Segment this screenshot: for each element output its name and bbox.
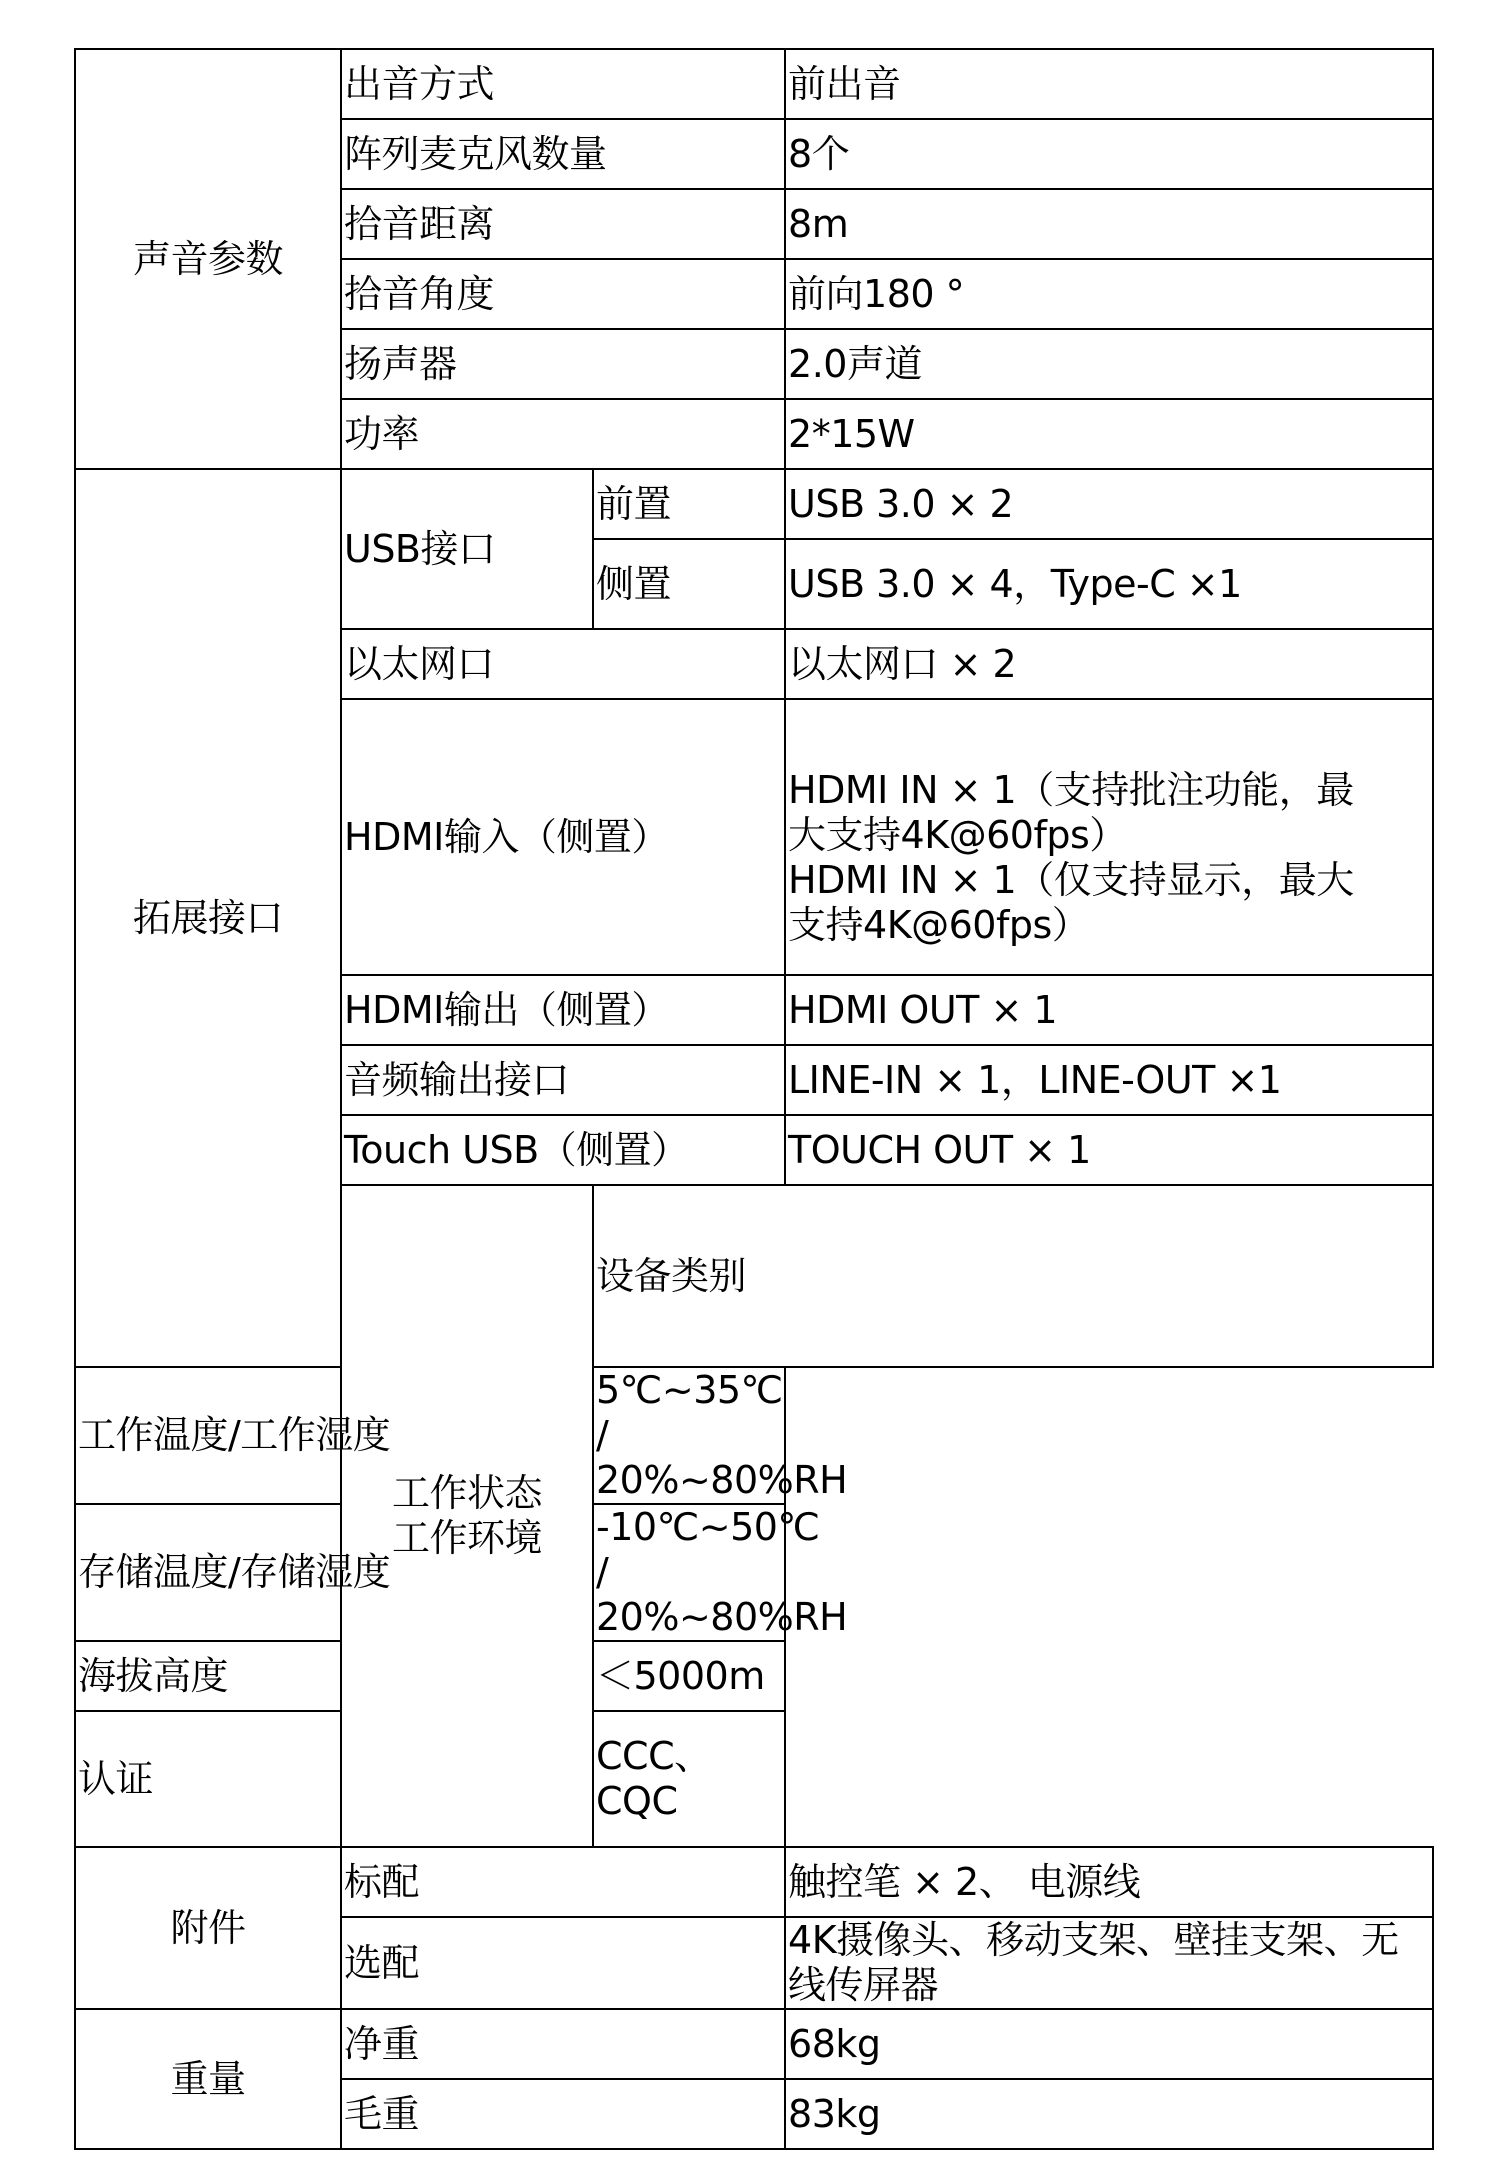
- spec-label: 阵列麦克风数量: [341, 119, 785, 189]
- category-cell: 附件: [75, 1847, 341, 2009]
- category-cell: 重量: [75, 2009, 341, 2149]
- spec-value: 前向180 °: [785, 259, 1433, 329]
- spec-value: 83kg: [785, 2079, 1433, 2149]
- spec-table: [74, 48, 1434, 2150]
- spec-label: 功率: [341, 399, 785, 469]
- usb-side-label: 侧置: [593, 539, 785, 629]
- spec-label: 拾音角度: [341, 259, 785, 329]
- spec-value: CCC、 CQC: [593, 1711, 785, 1847]
- table-row: [75, 1504, 1433, 1641]
- spec-value: 2.0声道: [785, 329, 1433, 399]
- spec-value: 触控笔 × 2、 电源线: [785, 1847, 1433, 1917]
- spec-value: LINE-IN × 1，LINE-OUT ×1: [785, 1045, 1433, 1115]
- usb-label: USB接口: [341, 469, 593, 629]
- table-row: [75, 1847, 1433, 1917]
- table-row: [75, 469, 1433, 539]
- spec-value: 68kg: [785, 2009, 1433, 2079]
- spec-label: 毛重: [341, 2079, 785, 2149]
- spec-label: 选配: [341, 1917, 785, 2009]
- usb-front-label: 前置: [593, 469, 785, 539]
- spec-label: 工作温度/工作湿度: [75, 1367, 593, 1504]
- spec-value: 5℃~35℃ / 20%~80%RH: [593, 1367, 785, 1504]
- table-row: [75, 1711, 1433, 1847]
- spec-label: 海拔高度: [75, 1641, 593, 1711]
- spec-label: HDMI输入（侧置）: [341, 699, 785, 975]
- spec-value: ＜5000m: [593, 1641, 785, 1711]
- table-row: [75, 2009, 1433, 2079]
- spec-value: 2*15W: [785, 399, 1433, 469]
- spec-label: 设备类别: [593, 1185, 1433, 1367]
- spec-label: 音频输出接口: [341, 1045, 785, 1115]
- table-row: [75, 1367, 1433, 1504]
- spec-label: 拾音距离: [341, 189, 785, 259]
- spec-label: 净重: [341, 2009, 785, 2079]
- spec-value: 8m: [785, 189, 1433, 259]
- category-cell: 声音参数: [75, 49, 341, 469]
- spec-label: 标配: [341, 1847, 785, 1917]
- spec-value: 4K摄像头、移动支架、壁挂支架、无 线传屏器: [785, 1917, 1433, 2009]
- spec-value: HDMI OUT × 1: [785, 975, 1433, 1045]
- usb-side-value: USB 3.0 × 4，Type-C ×1: [785, 539, 1433, 629]
- spec-label: 存储温度/存储湿度: [75, 1504, 593, 1641]
- spec-value: HDMI IN × 1（支持批注功能，最 大支持4K@60fps） HDMI IN × 1（仅支持显示，最大 支持4K@60fps）: [785, 699, 1433, 975]
- spec-value: -10℃~50℃ / 20%~80%RH: [593, 1504, 785, 1641]
- table-row: [75, 1641, 1433, 1711]
- usb-front-value: USB 3.0 × 2: [785, 469, 1433, 539]
- spec-label: HDMI输出（侧置）: [341, 975, 785, 1045]
- spec-label: 出音方式: [341, 49, 785, 119]
- spec-value: 8个: [785, 119, 1433, 189]
- spec-label: Touch USB（侧置）: [341, 1115, 785, 1185]
- spec-value: 前出音: [785, 49, 1433, 119]
- category-cell: 拓展接口: [75, 469, 341, 1367]
- spec-label: 认证: [75, 1711, 593, 1847]
- spec-value: 以太网口 × 2: [785, 629, 1433, 699]
- spec-value: TOUCH OUT × 1: [785, 1115, 1433, 1185]
- spec-label: 以太网口: [341, 629, 785, 699]
- spec-label: 扬声器: [341, 329, 785, 399]
- table-row: [75, 49, 1433, 119]
- category-cell: 工作状态 工作环境: [341, 1185, 593, 1847]
